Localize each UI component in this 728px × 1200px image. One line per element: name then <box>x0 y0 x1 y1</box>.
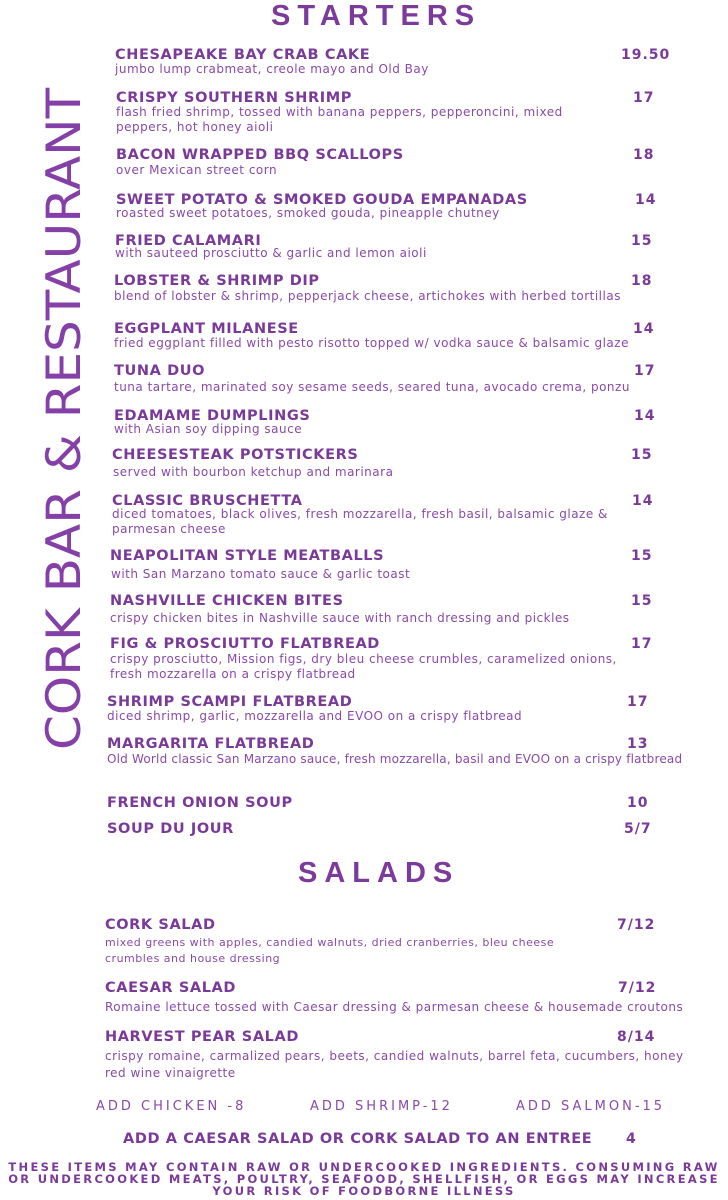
item-name: CAESAR SALAD <box>105 980 237 996</box>
item-name: EDAMAME DUMPLINGS <box>114 408 311 424</box>
item-price: 15 <box>631 447 653 463</box>
item-name: SWEET POTATO & SMOKED GOUDA EMPANADAS <box>116 192 528 208</box>
item-description: Romaine lettuce tossed with Caesar dressing & parmesan cheese & housemade croutons <box>105 1000 684 1014</box>
item-name: CRISPY SOUTHERN SHRIMP <box>116 90 353 106</box>
item-description: with San Marzano tomato sauce & garlic toast <box>111 567 411 581</box>
item-price: 7/12 <box>618 980 657 996</box>
item-name: LOBSTER & SHRIMP DIP <box>114 273 320 289</box>
restaurant-name-vertical: CORK BAR & RESTAURANT <box>36 87 92 750</box>
item-price: 5/7 <box>624 821 652 837</box>
item-description: fried eggplant filled with pesto risotto topped w/ vodka sauce & balsamic glaze <box>114 336 629 350</box>
item-description: blend of lobster & shrimp, pepperjack cheese, artichokes with herbed tortillas <box>114 289 621 303</box>
item-price: 17 <box>633 90 655 106</box>
item-description: diced shrimp, garlic, mozzarella and EVOO on a crispy flatbread <box>107 709 523 723</box>
item-description: Old World classic San Marzano sauce, fresh mozzarella, basil and EVOO on a crispy flatbread <box>107 752 683 766</box>
item-name: SOUP DU JOUR <box>107 821 234 837</box>
item-name: TUNA DUO <box>114 363 206 379</box>
item-name: FRENCH ONION SOUP <box>107 795 293 811</box>
item-name: CORK SALAD <box>105 917 216 933</box>
item-price: 19.50 <box>621 47 671 63</box>
add-salad-price: 4 <box>626 1131 637 1147</box>
item-price: 18 <box>633 147 655 163</box>
item-price: 18 <box>631 273 653 289</box>
item-description: diced tomatoes, black olives, fresh mozzarella, fresh basil, balsamic glaze & parmesan cheese <box>112 507 608 536</box>
item-description: roasted sweet potatoes, smoked gouda, pineapple chutney <box>116 206 500 220</box>
item-name: HARVEST PEAR SALAD <box>105 1029 299 1045</box>
item-description: tuna tartare, marinated soy sesame seeds, seared tuna, avocado crema, ponzu <box>114 380 630 394</box>
item-description: with Asian soy dipping sauce <box>114 422 303 436</box>
starters-heading: STARTERS <box>271 0 482 32</box>
item-price: 7/12 <box>617 917 656 933</box>
item-name: EGGPLANT MILANESE <box>114 321 299 337</box>
add-chicken: ADD CHICKEN -8 <box>96 1099 247 1114</box>
item-description: crispy prosciutto, Mission figs, dry bleu cheese crumbles, caramelized onions, fresh mozzarella on a crispy flatbread <box>110 652 617 681</box>
item-description: served with bourbon ketchup and marinara <box>113 465 394 479</box>
item-description: flash fried shrimp, tossed with banana peppers, pepperoncini, mixed peppers, hot honey aioli <box>116 105 563 134</box>
add-salmon: ADD SALMON-15 <box>516 1099 666 1114</box>
item-name: NASHVILLE CHICKEN BITES <box>110 593 344 609</box>
item-price: 8/14 <box>617 1029 656 1045</box>
item-name: CHESAPEAKE BAY CRAB CAKE <box>115 47 371 63</box>
item-price: 14 <box>633 321 655 337</box>
item-name: CLASSIC BRUSCHETTA <box>112 493 303 509</box>
item-name: BACON WRAPPED BBQ SCALLOPS <box>116 147 404 163</box>
item-price: 15 <box>631 548 653 564</box>
item-price: 14 <box>635 192 657 208</box>
item-price: 10 <box>627 795 649 811</box>
item-description: crispy chicken bites in Nashville sauce with ranch dressing and pickles <box>110 611 570 625</box>
item-price: 13 <box>627 736 649 752</box>
add-salad-to-entree: ADD A CAESAR SALAD OR CORK SALAD TO AN ENTREE <box>123 1131 593 1147</box>
item-description: jumbo lump crabmeat, creole mayo and Old Bay <box>115 62 429 76</box>
item-name: NEAPOLITAN STYLE MEATBALLS <box>110 548 385 564</box>
item-name: FRIED CALAMARI <box>115 233 262 249</box>
item-price: 17 <box>627 694 649 710</box>
item-description: with sauteed prosciutto & garlic and lemon aioli <box>115 246 427 260</box>
item-description: mixed greens with apples, candied walnuts, dried cranberries, bleu cheese crumbles and house dressing <box>105 936 555 965</box>
item-name: CHEESESTEAK POTSTICKERS <box>112 447 359 463</box>
add-shrimp: ADD SHRIMP-12 <box>310 1099 453 1114</box>
item-price: 14 <box>634 408 656 424</box>
item-description: over Mexican street corn <box>116 163 278 177</box>
item-name: SHRIMP SCAMPI FLATBREAD <box>107 694 353 710</box>
item-price: 17 <box>634 363 656 379</box>
item-description: crispy romaine, carmalized pears, beets, candied walnuts, barrel feta, cucumbers, honey red wine vinaigrette <box>105 1049 684 1080</box>
item-price: 15 <box>631 233 653 249</box>
item-name: FIG & PROSCIUTTO FLATBREAD <box>110 636 380 652</box>
item-price: 17 <box>631 636 653 652</box>
food-safety-disclaimer: THESE ITEMS MAY CONTAIN RAW OR UNDERCOOKED INGREDIENTS. CONSUMING RAW OR UNDERCOOKED MEATS, POULTRY, SEAFOOD, SHELLFISH, OR EGGS MAY INCREASE YOUR RISK OF FOODBORNE ILLNESS <box>8 1160 720 1198</box>
item-price: 15 <box>631 593 653 609</box>
item-name: MARGARITA FLATBREAD <box>107 736 315 752</box>
item-price: 14 <box>632 493 654 509</box>
salads-heading: SALADS <box>298 857 460 889</box>
